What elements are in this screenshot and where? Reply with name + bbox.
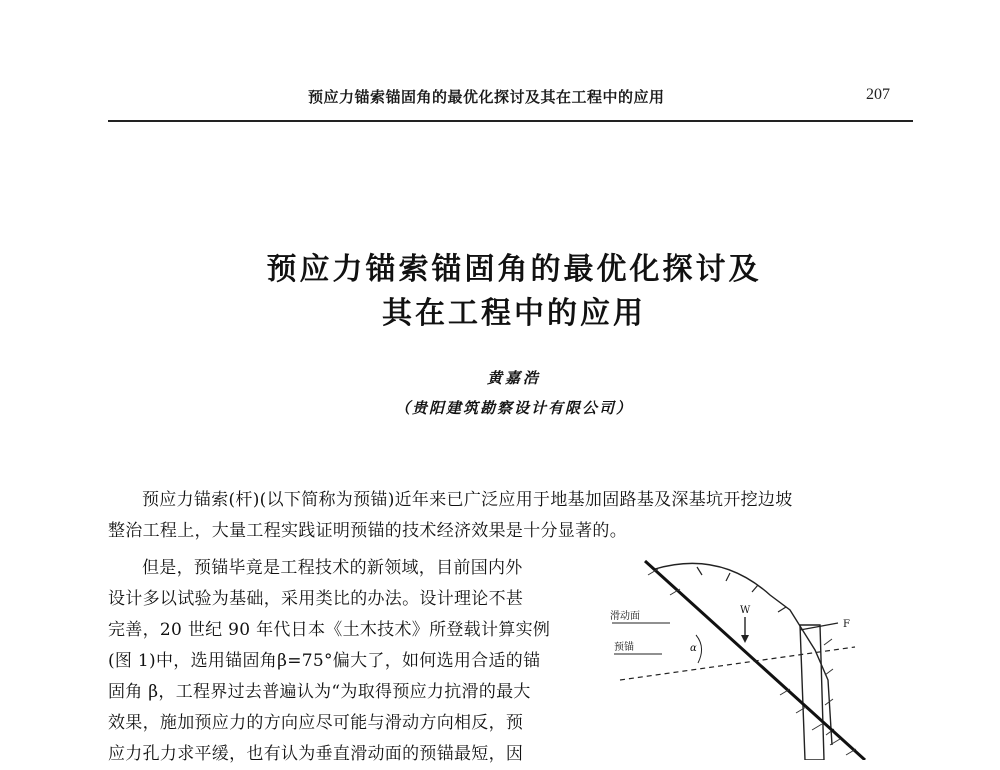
running-title: 预应力锚索锚固角的最优化探讨及其在工程中的应用 (308, 88, 665, 106)
slip-arc (655, 563, 832, 745)
author-affiliation: （贵阳建筑勘察设计有限公司） (394, 399, 633, 417)
force-label: F (843, 619, 850, 630)
figure-1 (600, 555, 900, 760)
article-title-line-1: 预应力锚索锚固角的最优化探讨及 (266, 252, 762, 287)
slip-surface-label: 滑动面 (610, 611, 640, 622)
weight-label: W (740, 605, 751, 616)
text-line: 完善，20 世纪 90 年代日本《土木技术》所登载计算实例 (108, 620, 551, 640)
text-line: 但是，预锚毕竟是工程技术的新领域，目前国内外 (142, 558, 523, 578)
slope-hatching (648, 569, 856, 755)
text-line: (图 1)中，选用锚固角β=75°偏大了，如何选用合适的锚 (108, 651, 541, 671)
anchor-line (620, 647, 855, 680)
text-line: 整治工程上，大量工程实践证明预锚的技术经济效果是十分显著的。 (108, 521, 627, 541)
header-rule (108, 120, 913, 122)
weight-arrow-head (741, 635, 749, 643)
text-line: 设计多以试验为基础，采用类比的办法。设计理论不甚 (108, 589, 524, 609)
force-arrow (800, 623, 838, 630)
text-line: 预应力锚索(杆)(以下简称为预锚)近年来已广泛应用于地基加固路基及深基坑开挖边坡 (142, 490, 793, 510)
slope-anchor-diagram (600, 555, 900, 760)
paragraph-2 (108, 553, 593, 770)
angle-arc (696, 635, 702, 663)
text-line: 效果，施加预应力的方向应尽可能与滑动方向相反，预 (108, 713, 524, 733)
page-number: 207 (866, 86, 890, 103)
angle-label: α (690, 643, 697, 654)
text-line: 应力孔力求平缓，也有认为垂直滑动面的预锚最短，因 (108, 744, 524, 764)
anchor-label: 预锚 (614, 642, 634, 653)
author-name: 黄嘉浩 (486, 369, 541, 387)
paragraph-1 (108, 485, 928, 547)
article-title-line-2: 其在工程中的应用 (382, 296, 646, 331)
text-line: 固角 β，工程界过去普遍认为“为取得预应力抗滑的最大 (108, 682, 531, 702)
